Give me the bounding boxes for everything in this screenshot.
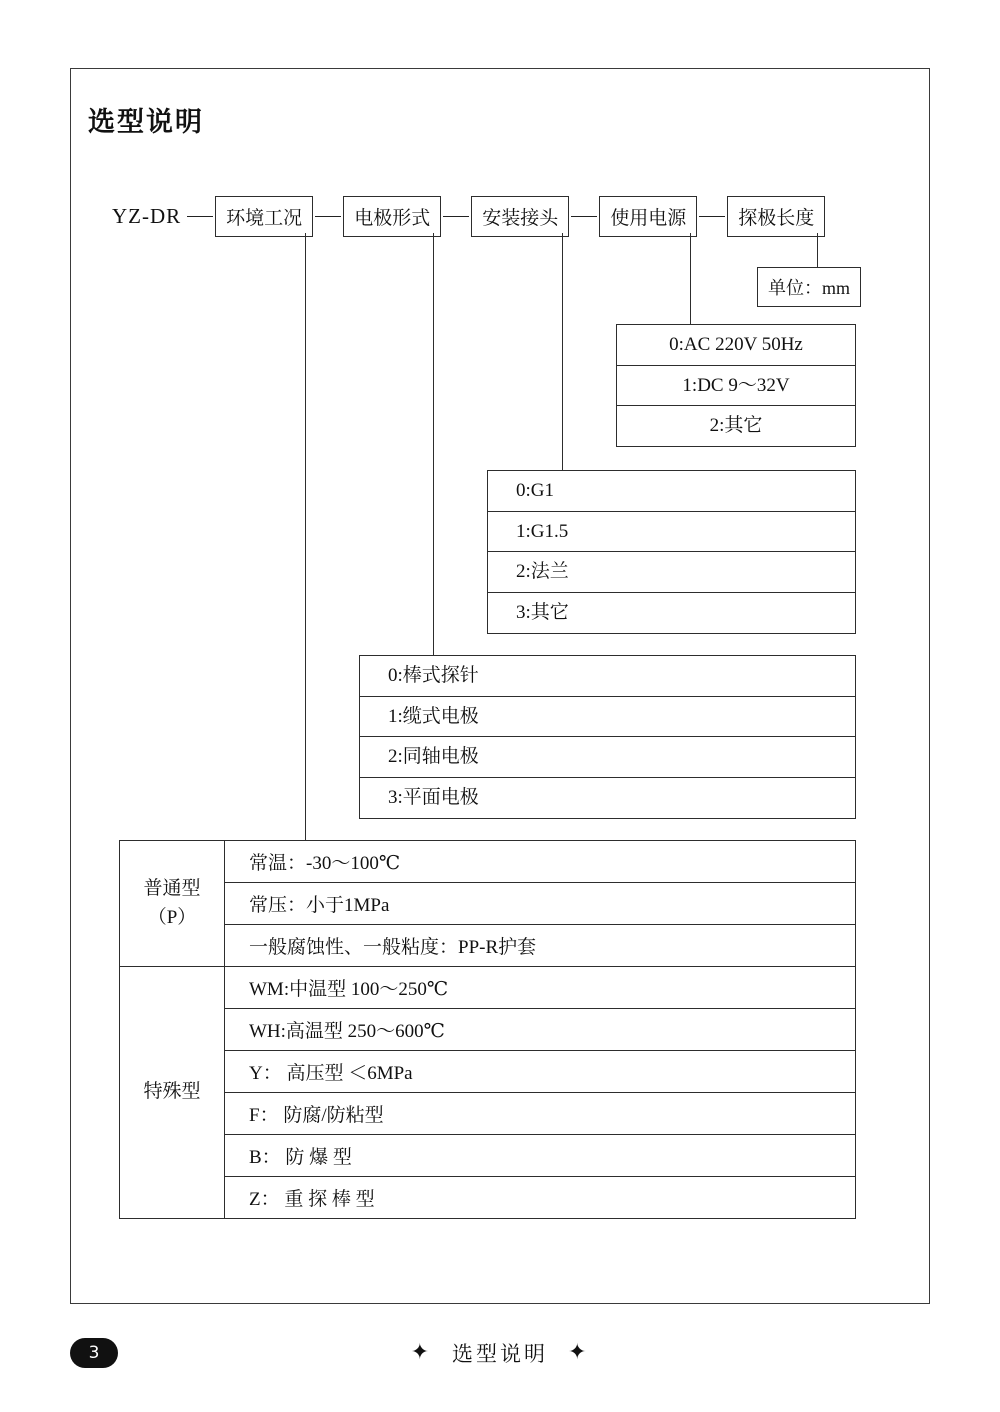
model-prefix: YZ-DR: [112, 204, 182, 228]
electrode-option: 3:平面电极: [360, 778, 855, 819]
table-row: [120, 1177, 856, 1219]
code-box-probe-length: 探极长度: [727, 196, 825, 237]
environment-normal-option: 一般腐蚀性、一般粘度：PP-R护套: [225, 925, 856, 967]
table-row: [120, 841, 856, 883]
environment-special-option: F： 防腐/防粘型: [225, 1093, 856, 1135]
code-box-environment: 环境工况: [215, 196, 313, 237]
environment-normal-option: 常温：-30～100℃: [225, 841, 856, 883]
unit-note: 单位：mm: [757, 267, 861, 307]
environment-special-option: WM:中温型 100～250℃: [225, 967, 856, 1009]
electrode-option: 2:同轴电极: [360, 737, 855, 778]
table-row: [120, 1135, 856, 1177]
connector-electrode: [433, 233, 434, 655]
connector-power: [690, 233, 691, 324]
environment-special-option: Z： 重 探 棒 型: [225, 1177, 856, 1219]
environment-normal-label-line1: 普通型: [143, 878, 201, 899]
power-option: 2:其它: [617, 406, 855, 447]
mounting-option: 3:其它: [488, 593, 855, 634]
mounting-option-stack: [487, 470, 856, 634]
table-row: [120, 1009, 856, 1051]
code-dash: [699, 216, 725, 217]
table-row: [120, 1051, 856, 1093]
power-option-stack: [616, 324, 856, 447]
electrode-option: 0:棒式探针: [360, 656, 855, 697]
table-row: [120, 967, 856, 1009]
environment-normal-option: 常压：小于1MPa: [225, 883, 856, 925]
table-row: [120, 883, 856, 925]
footer: [0, 1338, 1000, 1368]
mounting-option: 0:G1: [488, 471, 855, 512]
code-box-power: 使用电源: [599, 196, 697, 237]
code-dash: [315, 216, 341, 217]
connector-environment: [305, 233, 306, 840]
environment-normal-label: [120, 841, 225, 967]
mounting-option: 1:G1.5: [488, 512, 855, 553]
code-dash: [443, 216, 469, 217]
star-icon: ✦: [568, 1340, 590, 1365]
code-box-mounting: 安装接头: [471, 196, 569, 237]
code-dash: [187, 216, 213, 217]
model-code-row: [112, 196, 825, 237]
connector-mounting: [562, 233, 563, 470]
environment-special-label: 特殊型: [120, 967, 225, 1219]
mounting-option: 2:法兰: [488, 552, 855, 593]
footer-title: 选型说明: [452, 1342, 548, 1366]
code-box-electrode: 电极形式: [343, 196, 441, 237]
star-icon: ✦: [410, 1340, 432, 1365]
environment-special-option: B： 防 爆 型: [225, 1135, 856, 1177]
connector-probe-length: [817, 233, 818, 267]
page-number-badge: 3: [70, 1338, 118, 1368]
environment-table: [119, 840, 856, 1219]
table-row: [120, 925, 856, 967]
electrode-option: 1:缆式电极: [360, 697, 855, 738]
power-option: 0:AC 220V 50Hz: [617, 325, 855, 366]
power-option: 1:DC 9～32V: [617, 366, 855, 407]
environment-special-option: WH:高温型 250～600℃: [225, 1009, 856, 1051]
environment-normal-label-line2: （P）: [147, 906, 197, 928]
environment-special-option: Y： 高压型 ＜6MPa: [225, 1051, 856, 1093]
electrode-option-stack: [359, 655, 856, 819]
code-dash: [571, 216, 597, 217]
table-row: [120, 1093, 856, 1135]
page-title: 选型说明: [88, 107, 204, 138]
